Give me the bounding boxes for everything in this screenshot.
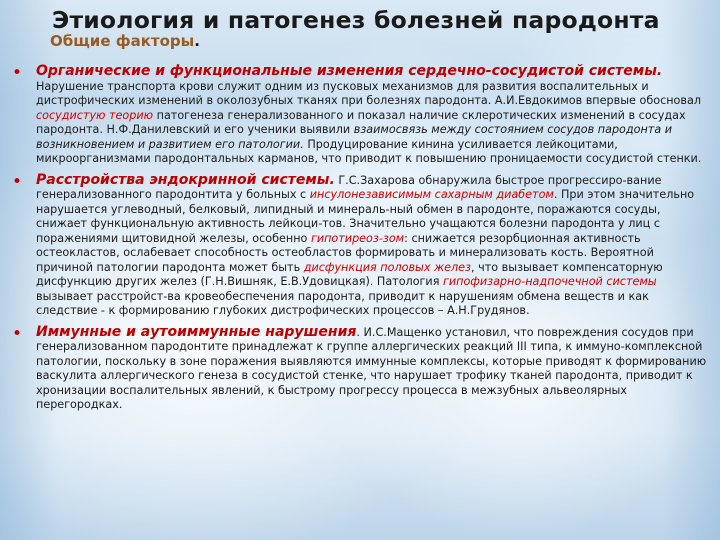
paragraph-endocrine — [36, 173, 710, 319]
text-run: Г.С.Захарова обнаружила быстрое прогрессиро-вание генерализованного пародонтита у больных с — [36, 173, 662, 201]
heading-immune: Иммунные и аутоиммунные нарушения — [36, 323, 357, 340]
highlight-vascular-theory: сосудистую теорию — [36, 108, 154, 122]
paragraph-cardiovascular — [36, 64, 710, 167]
text-run: , что вызывает компенсаторную дисфункцию других желез (Г.Н.Вишняк, Е.В.Удовицкая). Патология — [36, 260, 663, 288]
text-run: . При этом значительно нарушается углеводный, белковый, липидный и минераль-ный обмен в пародонте, поражаются сосуды, снижает функциональную активность лейкоци-тов. Значительно учащаются болезни пародонта у лиц с поражениями щитовидной железы, особенно — [36, 188, 695, 245]
highlight-pituitary-adrenal: гипофизарно-надпочечной системы — [442, 275, 657, 288]
text-run: Продуцирование кинина усиливается лейкоцитами, микроорганизмами пародонтальных карманов, что приводит к повышению проницаемости сосудистой стенки. — [36, 137, 702, 165]
slide-title: Этиология и патогенез болезней пародонта — [52, 6, 660, 34]
highlight-diabetes: инсулонезависимым сахарным диабетом — [309, 188, 554, 201]
text-run: Нарушение транспорта крови служит одним из пусковых механизмов для развития воспалительных и дистрофических изменений в околозубных тканях при болезнях пародонта. А.И.Евдокимов впервые обосновал — [36, 79, 701, 107]
list-item — [4, 64, 710, 167]
italic-relationship: взаимосвязь между состоянием сосудов пародонта и возникновением и развитием его патологии. — [36, 123, 672, 151]
bullet-icon: • — [12, 63, 23, 83]
bullet-icon: • — [12, 171, 23, 192]
heading-endocrine: Расстройства эндокринной системы. — [36, 171, 335, 188]
factors-list — [4, 64, 710, 419]
subtitle-period: . — [194, 32, 200, 50]
bullet-icon: • — [12, 323, 23, 344]
text-run: . — [356, 325, 360, 339]
text-run: вызывает расстройст-ва кровеобеспечения пародонта, приводит к нарушениям обмена веществ и как следствие - к формированию глубоких дистрофических процессов – А.Н.Грудянов. — [36, 289, 649, 317]
highlight-hypothyroidism: гипотиреоз-зом — [310, 231, 405, 245]
list-item — [4, 173, 710, 319]
heading-cardiovascular: Органические и функциональные изменения сердечно-сосудистой системы. — [36, 63, 663, 79]
subtitle-text: Общие факторы — [50, 32, 195, 50]
list-item — [4, 325, 710, 413]
slide-subtitle — [50, 32, 200, 50]
text-run: патогенеза генерализованного и показал наличие склеротических изменений в сосудах пародонта. Н.Ф.Данилевский и его ученики выявили — [36, 108, 686, 136]
text-run: : снижается резорбционная активность остеокластов, ослабевает способность остеобластов формировать и минерализовать кость. Вероятной причиной патологии пародонта может быть — [36, 231, 654, 274]
paragraph-immune — [36, 325, 710, 413]
highlight-gonad-dysfunction: дисфункция половых желез — [303, 260, 472, 274]
text-run: И.С.Мащенко установил, что повреждения сосудов при генерализованном пародонтите принадлежат к группе аллергических реакций III типа, к иммуно-комплексной патологии, поскольку в зоне поражения выявляются иммунные комплексы, которые приводят к формированию васкулита аллергического генеза в сосудистой стенке, что нарушает трофику тканей пародонта, приводит к хронизации воспалительных явлений, к быстрому прогрессу процесса в межзубных альвеолярных перегородках. — [36, 325, 707, 411]
